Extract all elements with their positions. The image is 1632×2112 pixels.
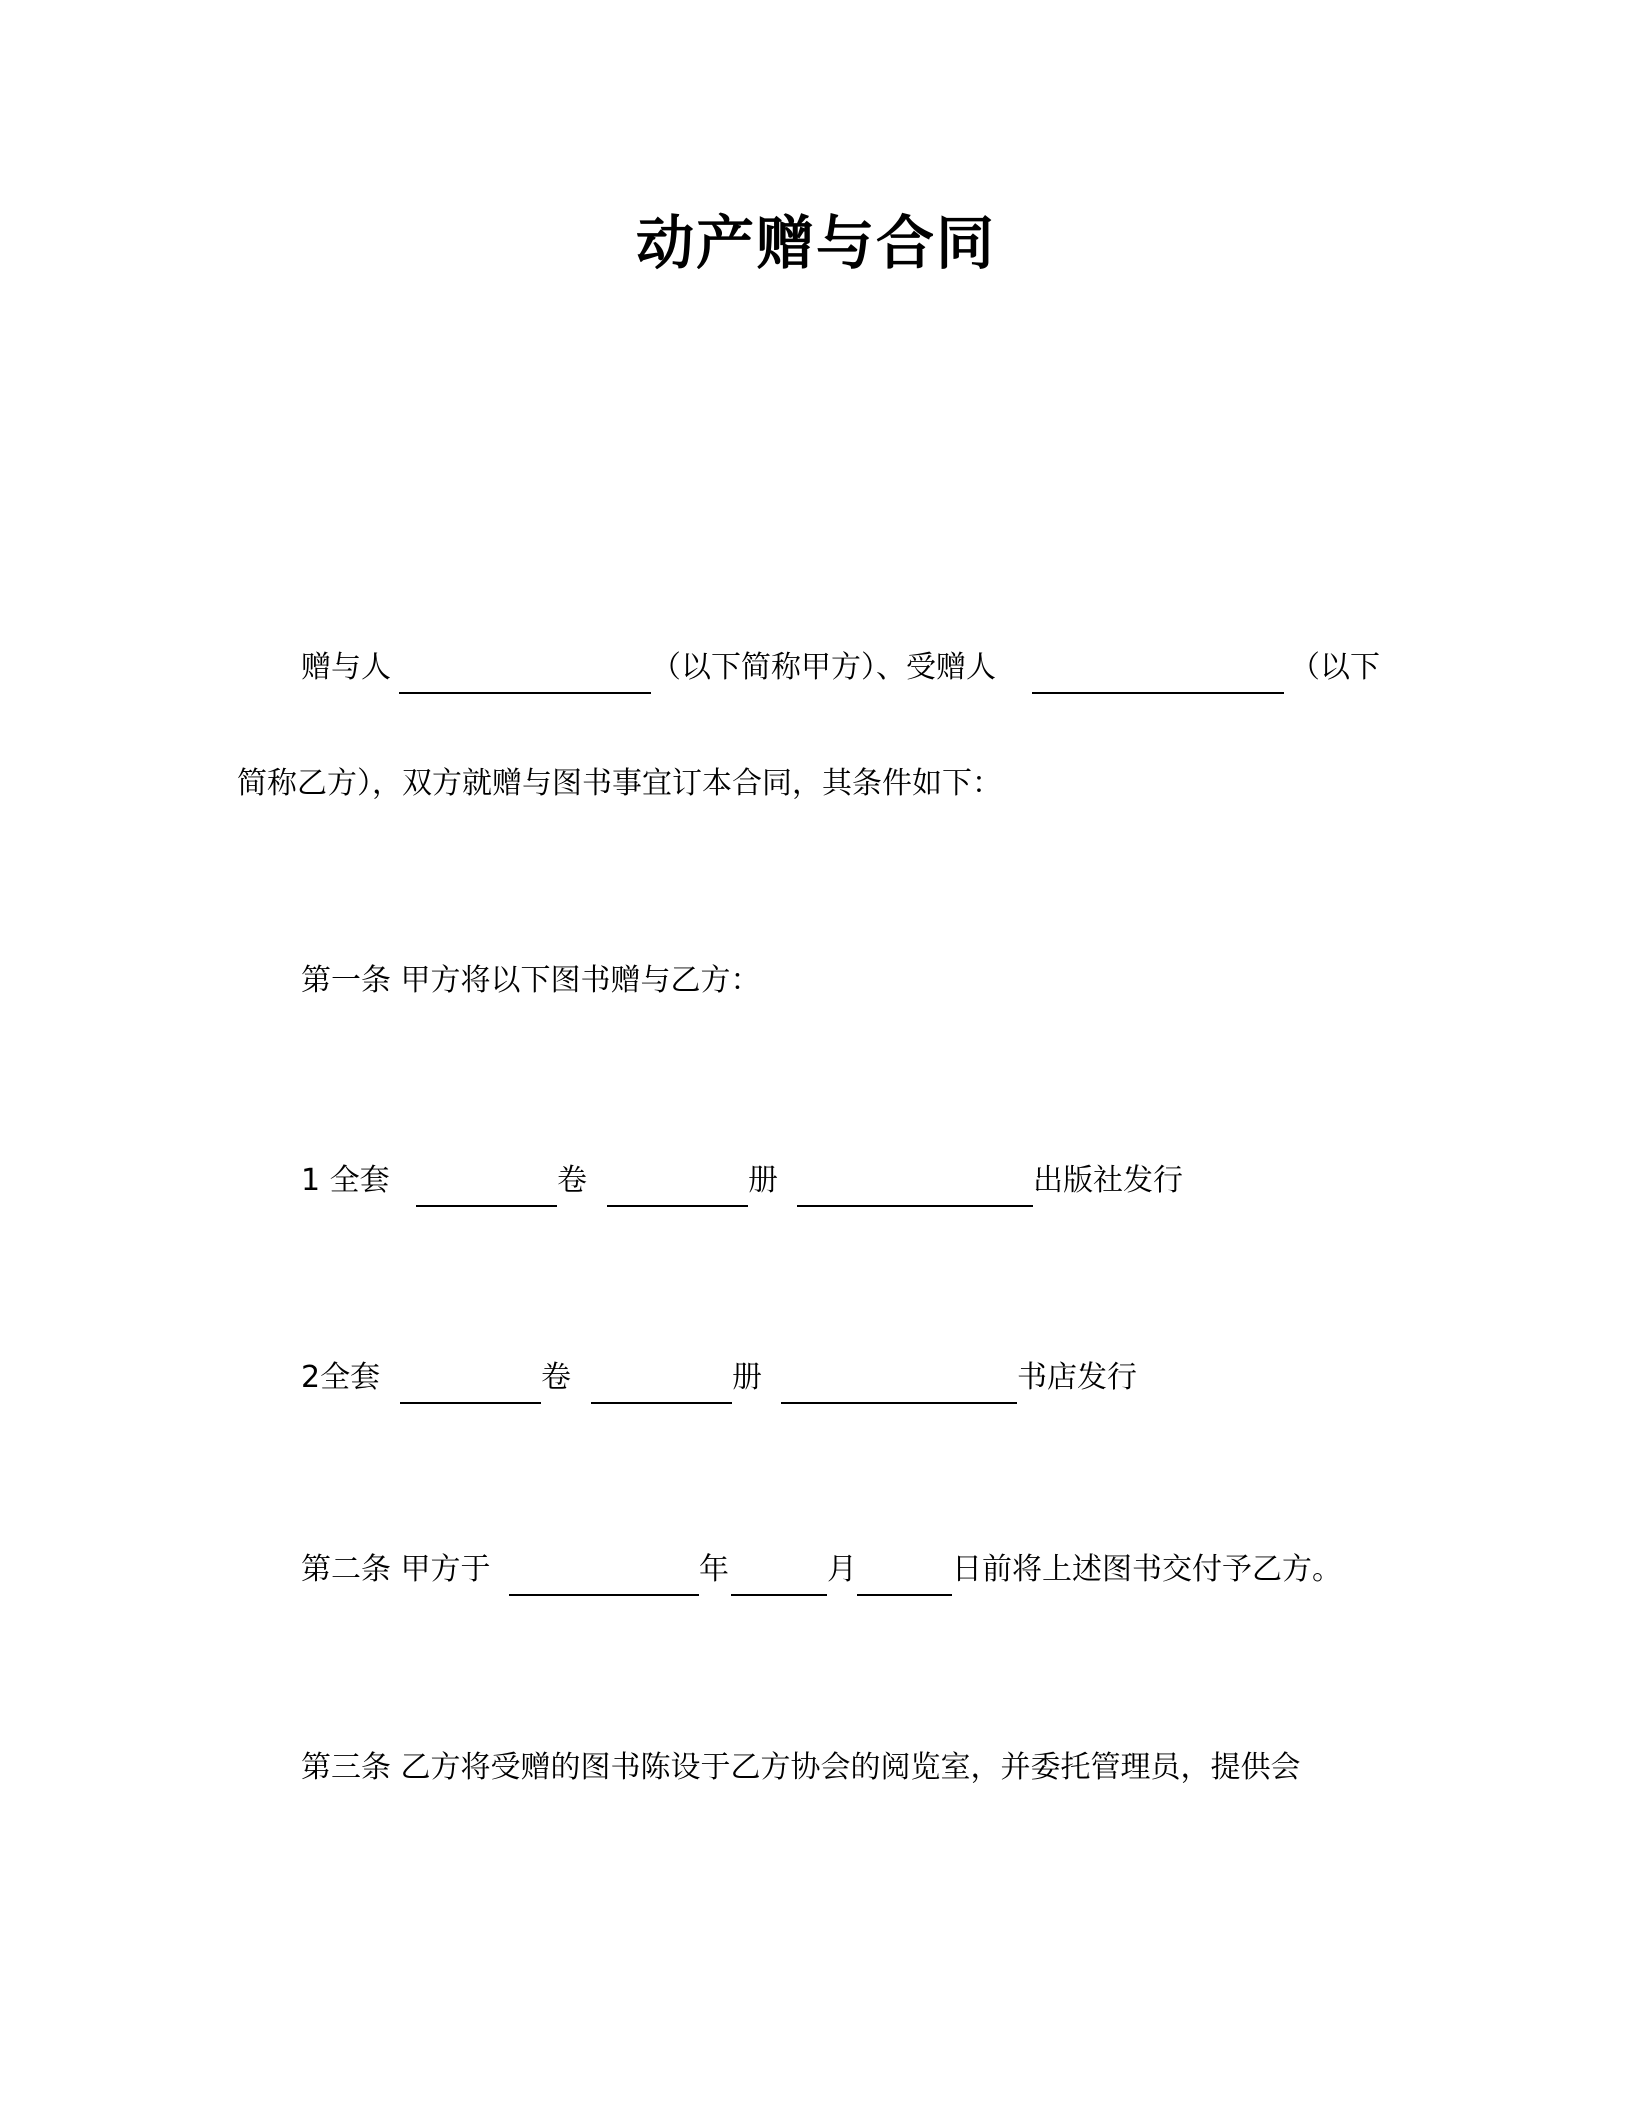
day-blank[interactable] xyxy=(857,1556,952,1596)
month-blank[interactable] xyxy=(731,1556,827,1596)
donee-blank[interactable] xyxy=(1032,654,1284,694)
item-2 xyxy=(0,1358,1632,1398)
year-blank[interactable] xyxy=(509,1556,699,1596)
donor-label: 赠与人 xyxy=(301,650,391,685)
item-1 xyxy=(0,1161,1632,1201)
item1-book-unit: 册 xyxy=(748,1163,778,1198)
item2-prefix: 2全套 xyxy=(301,1360,381,1395)
year-label: 年 xyxy=(699,1552,729,1587)
item2-set-blank[interactable] xyxy=(400,1364,541,1404)
intro-line-2: 简称乙方），双方就赠与图书事宜订本合同，其条件如下： xyxy=(237,766,1002,801)
item1-volume-unit: 卷 xyxy=(557,1163,587,1198)
article1-heading: 第一条 甲方将以下图书赠与乙方： xyxy=(301,963,761,998)
item2-volume-unit: 卷 xyxy=(541,1360,571,1395)
article3: 第三条 乙方将受赠的图书陈设于乙方协会的阅览室，并委托管理员，提供会 xyxy=(301,1750,1301,1785)
month-label: 月 xyxy=(827,1552,857,1587)
item1-volume-blank[interactable] xyxy=(607,1167,748,1207)
document-title: 动产赠与合同 xyxy=(635,209,996,277)
intro-line-1 xyxy=(0,648,1632,688)
item2-suffix: 书店发行 xyxy=(1017,1360,1137,1395)
abbr-b-text: （以下 xyxy=(1290,650,1380,685)
item2-volume-blank[interactable] xyxy=(591,1364,732,1404)
abbr-a-text: （以下简称甲方）、受赠人 xyxy=(651,650,996,685)
item1-prefix: 1 全套 xyxy=(301,1163,390,1198)
article2-suffix: 日前将上述图书交付予乙方。 xyxy=(952,1552,1342,1587)
article2 xyxy=(0,1550,1632,1590)
item2-store-blank[interactable] xyxy=(781,1364,1017,1404)
item1-publisher-blank[interactable] xyxy=(797,1167,1033,1207)
article2-prefix: 第二条 甲方于 xyxy=(301,1552,491,1587)
item2-book-unit: 册 xyxy=(732,1360,762,1395)
donor-blank[interactable] xyxy=(399,654,651,694)
item1-suffix: 出版社发行 xyxy=(1033,1163,1183,1198)
item1-set-blank[interactable] xyxy=(416,1167,557,1207)
